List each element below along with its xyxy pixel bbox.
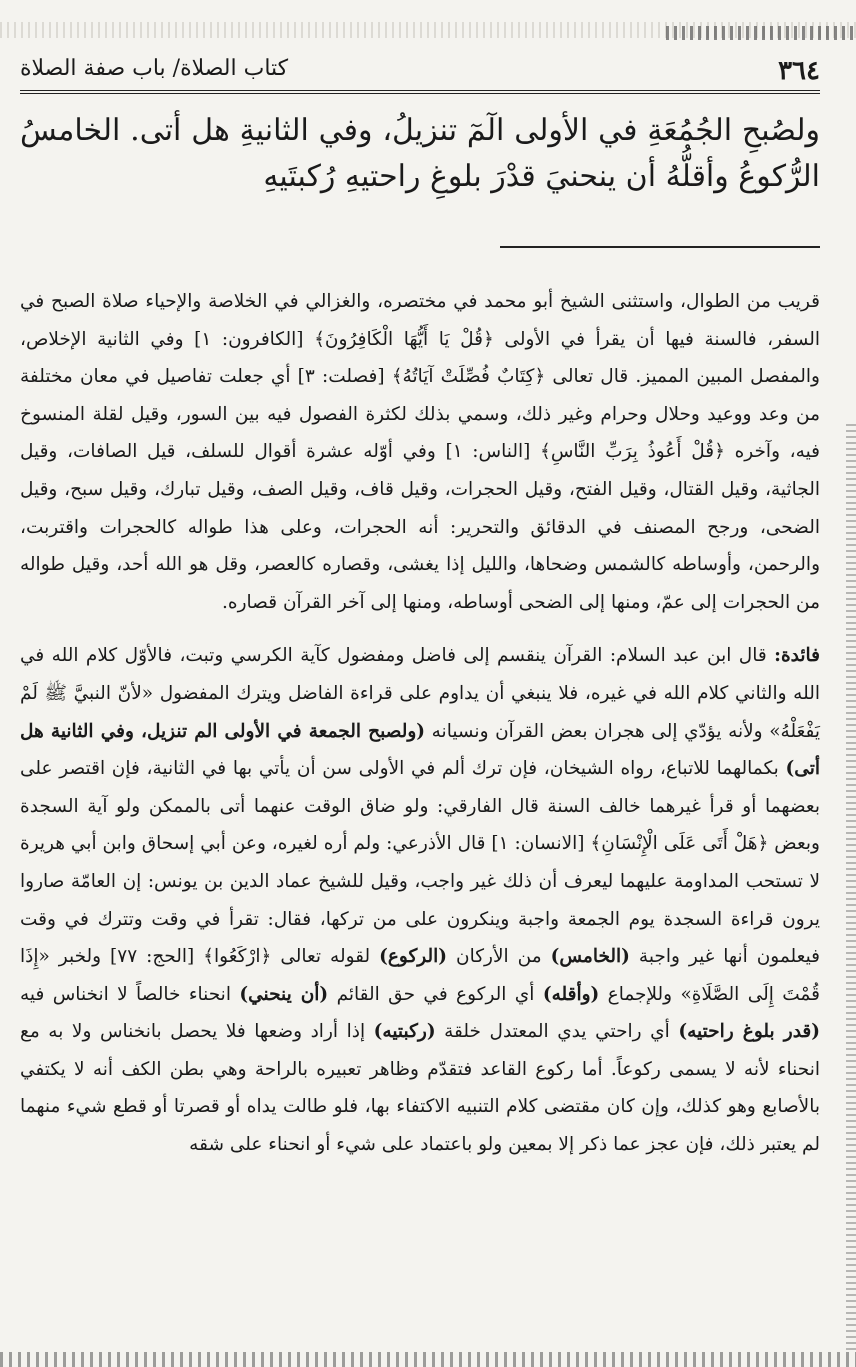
commentary-paragraph-2 <box>20 637 820 1163</box>
quoted-matn: (أن ينحني) <box>239 983 329 1005</box>
text-segment: من الأركان <box>456 946 542 968</box>
quoted-matn: (ولصبح الجمعة في الأولى الم تنزيل، وفي الثانية هل أتى) <box>20 720 820 780</box>
commentary-paragraph-1: قريب من الطوال، واستثنى الشيخ أبو محمد في مختصره، والغزالي في الخلاصة والإحياء صلاة الصبح في السفر، فالسنة فيها أن يقرأ في الأولى ﴿قُلْ يَا أَيُّهَا الْكَافِرُونَ﴾ [الكافرون: ١] وفي الثانية الإخلاص، والمفصل المبين المميز. قال تعالى ﴿كِتَابٌ فُصِّلَتْ آيَاتُهُ﴾ [فصلت: ٣] أي جعلت تفاصيل في معان مختلفة من وعد ووعيد وحلال وحرام وغير ذلك، وسمي بذلك لكثرة الفصول فيه بين السور، وقيل لقلة المنسوخ فيه، وآخره ﴿قُلْ أَعُوذُ بِرَبِّ النَّاسِ﴾ [الناس: ١] وفي أوّله عشرة أقوال للسلف، قيل الصافات، وقيل الجاثية، وقيل القتال، وقيل الفتح، وقيل الحجرات، وقيل قاف، وقيل الصف، وقيل تبارك، وقيل سبح، وقيل الضحى، ورجح المصنف في الدقائق والتحرير: أنه الحجرات، وعلى هذا طواله كالحجرات واقتربت، والرحمن، وأوساطه كالشمس وضحاها، والليل إذا يغشى، وقصاره كالعصر، وقل هو الله أحد، وقيل طواله من الحجرات إلى عمّ، ومنها إلى الضحى أوساطه، ومنها إلى آخر القرآن قصاره. <box>20 291 820 613</box>
text-segment: قال ابن عبد السلام: القرآن ينقسم إلى فاضل ومفضول كآية الكرسي وتبت، فالأوّل كلام الله في الله والثاني كلام الله في غيره، فلا ينبغي أن يداوم على قراءة الفاضل ويترك المفضول «لأنّ النبيَّ ﷺ لَمْ يَفْعَلْهُ» ولأنه يؤدّي إلى هجران بعض القرآن ونسيانه <box>20 645 820 742</box>
commentary <box>20 283 820 1164</box>
text-segment: انحناء خالصاً لا انخناس فيه <box>20 983 231 1005</box>
bottom-border-decoration <box>0 1352 856 1367</box>
commentary-separator <box>500 246 820 248</box>
page-number: ٣٦٤ <box>778 56 820 86</box>
book-title: كتاب الصلاة/ باب صفة الصلاة <box>20 56 289 81</box>
quoted-matn: (وأقله) <box>542 983 600 1005</box>
text-segment: بكمالهما للاتباع، رواه الشيخان، فإن ترك ألم في الأولى سن أن يأتي بها في الثانية، فإن اقتصر على بعضهما أو قرأ غيرهما خالف السنة قال الفارقي: ولو ضاق الوقت عنهما أتى بالممكن ولو آية السجدة وبعض ﴿هَلْ أَتَى عَلَى الْإِنْسَانِ﴾ [الانسان: ١] قال الأذرعي: ولم أره لغيره، وعن أبي إسحاق وابن أبي هريرة لا تستحب المداومة عليهما ليعرف أن ذلك غير واجب، وقيل للشيخ عماد الدين بن يونس: إن العامّة صاروا يرون قراءة السجدة يوم الجمعة واجبة وينكرون على من تركها، فقال: تقرأ في وقت وتترك في وقت فيعلمون أنها غير واجبة <box>20 758 821 968</box>
header-rule <box>20 90 820 94</box>
quoted-matn: (الركوع) <box>379 946 448 968</box>
text-segment: لقوله تعالى ﴿ارْكَعُوا﴾ [الحج: ٧٧] ولخبر «إِذَا قُمْتَ إِلَى الصَّلَاةِ» وللإجماع <box>20 946 820 1005</box>
top-right-ornament <box>666 26 856 40</box>
text-segment: إذا أراد وضعها فلا يحصل بانخناس ولا به مع انحناء لأنه لا يسمى ركوعاً. أما ركوع القاعد فتقدّم وظاهر تعبيره بالراحة وهي بطن الكف أنه لا يكتفي بالأصابع وهو كذلك، وإن كان مقتضى كلام التنبيه الاكتفاء بها، فلو طالت يداه أو قصرتا أو قطع شيء منهما لم يعتبر ذلك، فإن عجز عما ذكر إلا بمعين ولو باعتماد على شيء أو انحناء على شقه <box>20 1021 820 1156</box>
faida-label: فائدة: <box>774 645 820 667</box>
page-header <box>20 50 820 92</box>
quoted-matn: (ركبتيه) <box>373 1021 436 1043</box>
matn-text: ولصُبحِ الجُمُعَةِ في الأولى الٓمٓ تنزيلُ، وفي الثانيةِ هل أتى. الخامسُ الرُّكوعُ وأقلُّهُ أن ينحنيَ قدْرَ بلوغِ راحتيهِ رُكبتَيهِ <box>20 113 820 194</box>
quoted-matn: (الخامس) <box>550 946 630 968</box>
quoted-matn: (قدر بلوغ راحتيه) <box>678 1021 821 1043</box>
right-edge-decoration <box>846 420 856 1350</box>
text-segment: أي راحتي يدي المعتدل خلقة <box>444 1021 670 1043</box>
text-segment: أي الركوع في حق القائم <box>336 983 535 1005</box>
